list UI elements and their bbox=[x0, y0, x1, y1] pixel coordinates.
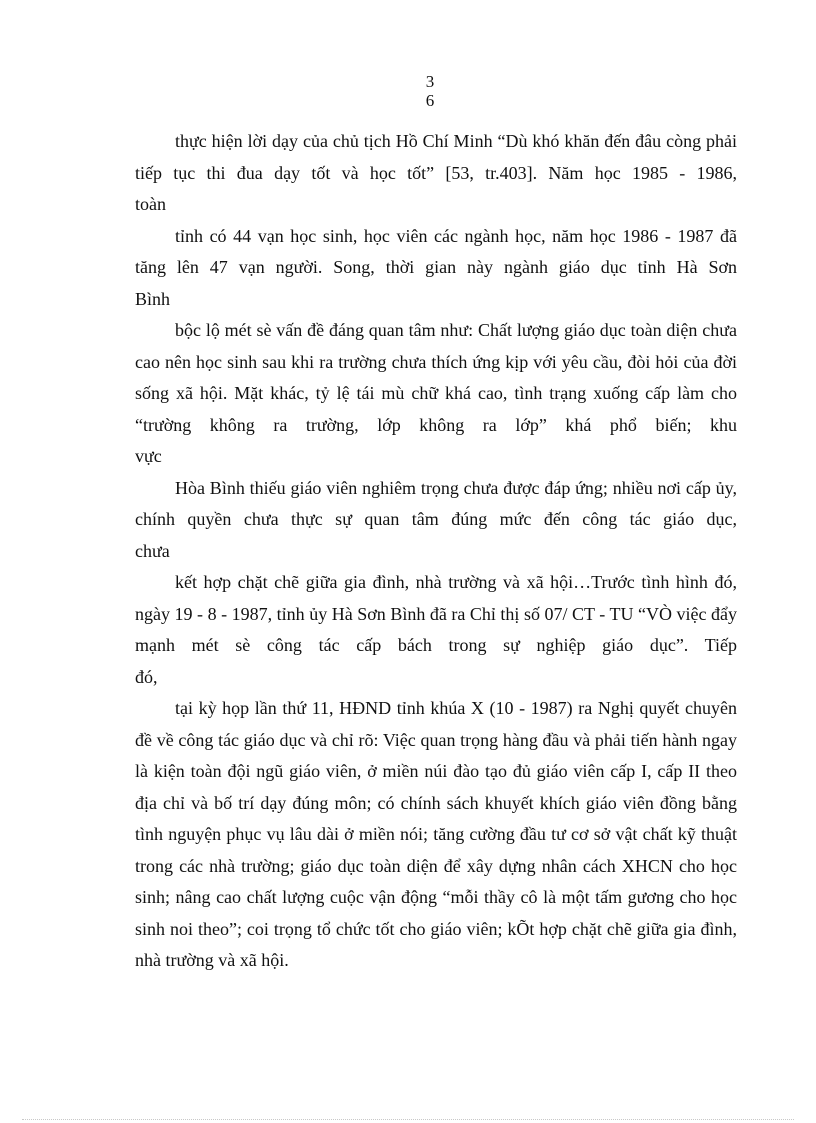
paragraph-3-tail: vực bbox=[135, 446, 162, 466]
paragraph-5-tail: đó, bbox=[135, 666, 158, 687]
page-number bbox=[0, 72, 816, 110]
document-body bbox=[135, 126, 737, 977]
paragraph-1: thực hiện lời dạy của chủ tịch Hồ Chí Minh “Dù khó khăn đến đâu còng phải tiếp tục thi đua dạy tốt và học tốt” [53, tr.403]. Năm học 1985 - 1986, bbox=[135, 131, 737, 183]
paragraph-2-tail: Bình bbox=[135, 288, 171, 309]
page-number-line-2: 6 bbox=[425, 91, 435, 110]
paragraph-6: tại kỳ họp lần thứ 11, HĐND tỉnh khúa X (10 - 1987) ra Nghị quyết chuyên đề về công tác giáo dục và chỉ rõ: Việc quan trọng hàng đầu và phải tiến hành ngay là kiện toàn đội ngũ giáo viên, ở miền núi đào tạo đủ giáo viên cấp I, cấp II theo địa chỉ và bố trí dạy đúng môn; có chính sách khuyết khích giáo viên đồng bằng tình nguyện phục vụ lâu dài ở miền nói; tăng cường đầu tư cơ sở vật chất kỹ thuật trong các nhà trường; giáo dục toàn diện để xây dựng nhân cách XHCN cho học sinh; nâng cao chất lượng cuộc vận động “mỗi thầy cô là một tấm gương cho học sinh noi theo”; coi trọng tổ chức tốt cho giáo viên; kÕt hợp chặt chẽ giữa gia đình, nhà trường và xã hội. bbox=[135, 698, 737, 970]
paragraph-4-tail: chưa bbox=[135, 540, 170, 561]
paragraph-1-tail: toàn bbox=[135, 194, 166, 214]
paragraph-5: kết hợp chặt chẽ giữa gia đình, nhà trường và xã hội…Trước tình hình đó, ngày 19 - 8 - 1987, tỉnh ủy Hà Sơn Bình đã ra Chỉ thị số 07/ CT - TU “VÒ việc đẩy mạnh mét sè công tác cấp bách trong sự nghiệp giáo dục”. Tiếp bbox=[135, 572, 737, 655]
page-number-line-1: 3 bbox=[425, 72, 435, 91]
paragraph-4: Hòa Bình thiếu giáo viên nghiêm trọng chưa được đáp ứng; nhiều nơi cấp ủy, chính quyền chưa thực sự quan tâm đúng mức đến công tác giáo dục, bbox=[135, 477, 737, 529]
paragraph-3: bộc lộ mét sè vấn đề đáng quan tâm như: Chất lượng giáo dục toàn diện chưa cao nên học sinh sau khi ra trường chưa thích ứng kịp với yêu cầu, đòi hỏi của đời sống xã hội. Mặt khác, tỷ lệ tái mù chữ khá cao, tình trạng xuống cấp làm cho “trường không ra trường, lớp không ra lớp” khá phổ biến; khu bbox=[135, 320, 737, 435]
page-bottom-rule bbox=[22, 1119, 794, 1120]
paragraph-2: tỉnh có 44 vạn học sinh, học viên các ngành học, năm học 1986 - 1987 đã tăng lên 47 vạn người. Song, thời gian này ngành giáo dục tỉnh Hà Sơn bbox=[135, 225, 737, 277]
